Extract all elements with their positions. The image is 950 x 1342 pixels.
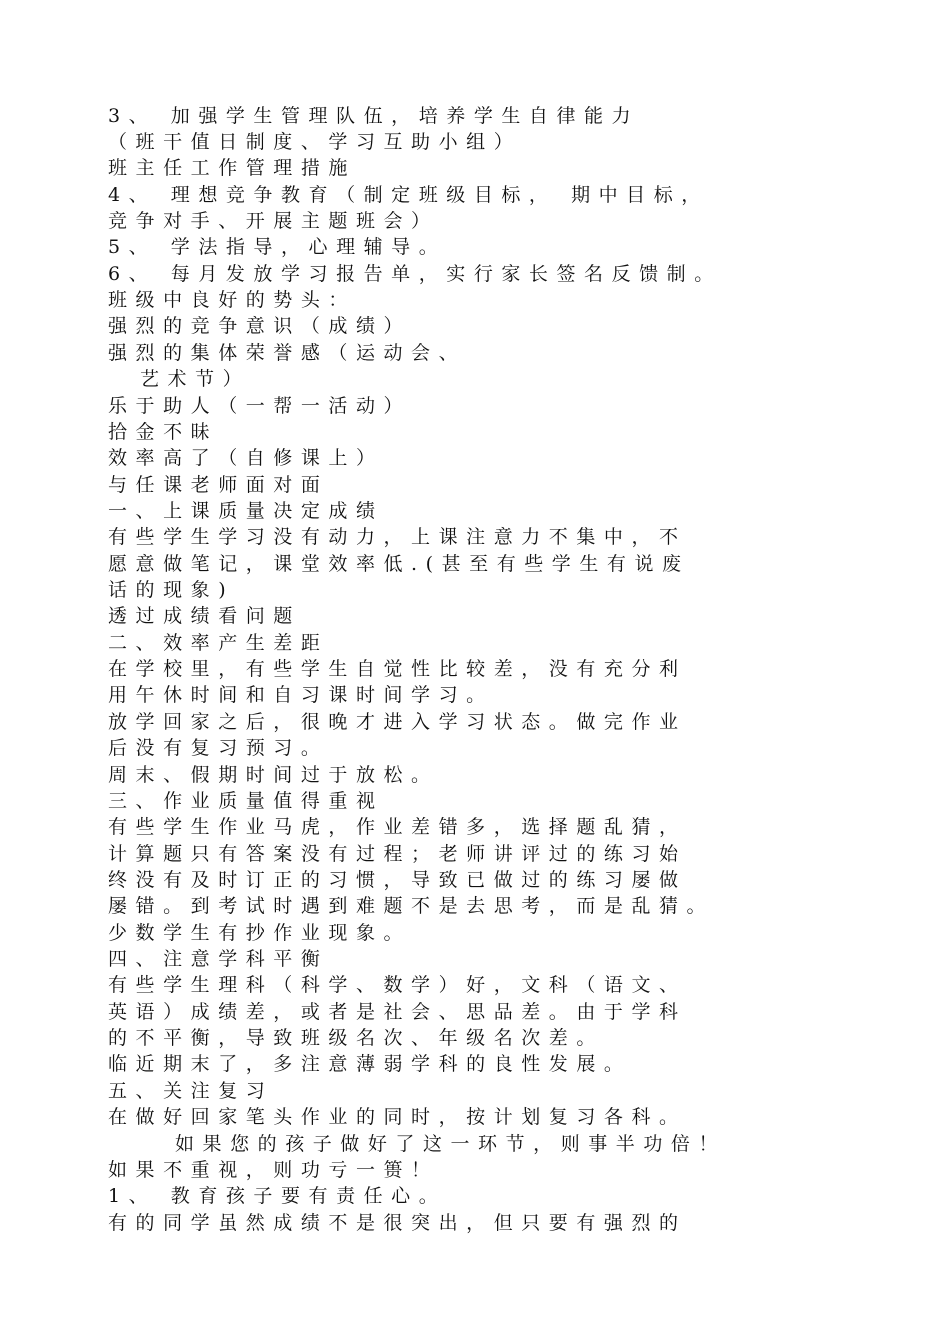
text-line: 终没有及时订正的习惯，导致已做过的练习屡做 bbox=[108, 869, 687, 891]
text-line: 在学校里，有些学生自觉性比较差，没有充分利 bbox=[108, 658, 687, 680]
text-line: 透过成绩看问题 bbox=[108, 605, 301, 627]
text-line: 艺术节） bbox=[140, 368, 251, 390]
text-line: 二、效率产生差距 bbox=[108, 632, 329, 654]
text-line: 话的现象) bbox=[108, 579, 235, 601]
text-line: 强烈的集体荣誉感（运动会、 bbox=[108, 342, 467, 364]
text-line: 四、注意学科平衡 bbox=[108, 948, 329, 970]
text-line: 效率高了（自修课上） bbox=[108, 447, 384, 469]
text-line: 英语）成绩差，或者是社会、思品差。由于学科 bbox=[108, 1001, 687, 1023]
text-line: 五、关注复习 bbox=[108, 1080, 274, 1102]
text-line: 临近期末了，多注意薄弱学科的良性发展。 bbox=[108, 1053, 632, 1075]
text-line: 有些学生作业马虎，作业差错多，选择题乱猜， bbox=[108, 816, 687, 838]
text-line: 三、作业质量值得重视 bbox=[108, 790, 384, 812]
text-line: 班主任工作管理措施 bbox=[108, 157, 356, 179]
text-line: 少数学生有抄作业现象。 bbox=[108, 922, 412, 944]
text-line: 在做好回家笔头作业的同时，按计划复习各科。 bbox=[108, 1106, 687, 1128]
text-line: 5、 学法指导，心理辅导。 bbox=[108, 236, 447, 258]
text-line: 有些学生理科（科学、数学）好，文科（语文、 bbox=[108, 974, 687, 996]
text-line: 与任课老师面对面 bbox=[108, 474, 329, 496]
text-line: 1、 教育孩子要有责任心。 bbox=[108, 1185, 447, 1207]
text-line: 放学回家之后，很晚才进入学习状态。做完作业 bbox=[108, 711, 687, 733]
text-line: 6、 每月发放学习报告单，实行家长签名反馈制。 bbox=[108, 263, 722, 285]
text-line: 一、上课质量决定成绩 bbox=[108, 500, 384, 522]
text-line: 愿意做笔记，课堂效率低.(甚至有些学生有说废 bbox=[108, 553, 690, 575]
text-line: 有的同学虽然成绩不是很突出，但只要有强烈的 bbox=[108, 1212, 687, 1234]
text-line: 如果您的孩子做好了这一环节，则事半功倍！ bbox=[175, 1133, 727, 1155]
text-line: 班级中良好的势头： bbox=[108, 289, 356, 311]
text-line: 如果不重视，则功亏一篑！ bbox=[108, 1159, 439, 1181]
text-line: （班干值日制度、学习互助小组） bbox=[108, 131, 522, 153]
text-line: 有些学生学习没有动力，上课注意力不集中，不 bbox=[108, 526, 687, 548]
text-line: 屡错。到考试时遇到难题不是去思考，而是乱猜。 bbox=[108, 895, 715, 917]
text-line: 3、 加强学生管理队伍，培养学生自律能力 bbox=[108, 105, 640, 127]
text-line: 4、 理想竞争教育（制定班级目标， 期中目标， bbox=[108, 184, 709, 206]
text-line: 竞争对手、开展主题班会） bbox=[108, 210, 439, 232]
text-line: 用午休时间和自习课时间学习。 bbox=[108, 684, 494, 706]
text-line: 周末、假期时间过于放松。 bbox=[108, 764, 439, 786]
text-line: 乐于助人（一帮一活动） bbox=[108, 395, 412, 417]
text-line: 的不平衡，导致班级名次、年级名次差。 bbox=[108, 1027, 604, 1049]
text-line: 计算题只有答案没有过程；老师讲评过的练习始 bbox=[108, 843, 687, 865]
text-line: 后没有复习预习。 bbox=[108, 737, 329, 759]
text-line: 拾金不昧 bbox=[108, 421, 219, 443]
text-line: 强烈的竞争意识（成绩） bbox=[108, 315, 412, 337]
